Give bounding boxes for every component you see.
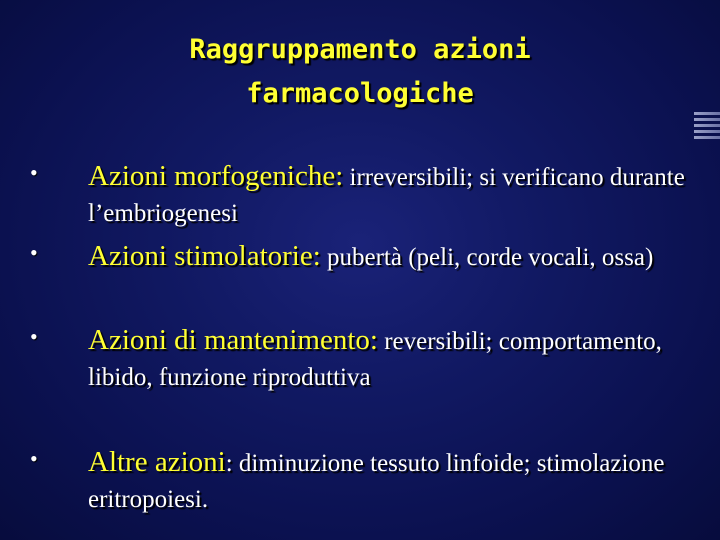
- bullet-term: Altre azioni: [88, 446, 226, 478]
- bullet-description: reversibili; comportamento, libido, funzione riproduttiva: [88, 328, 662, 391]
- bullet-text: [88, 444, 688, 518]
- slide-title: [110, 28, 610, 116]
- bullet-description: pubertà (peli, corde vocali, ossa): [320, 244, 654, 271]
- slide-title-line-1: Raggruppamento azioni: [189, 34, 531, 65]
- bullet-text: [88, 322, 688, 396]
- bullet-description: : diminuzione tessuto linfoide; stimolazione eritropoiesi.: [88, 450, 665, 513]
- bullet-icon: •: [30, 446, 38, 471]
- striped-bar-decoration-icon: [694, 112, 720, 140]
- bullet-term: Azioni stimolatorie:: [88, 240, 321, 272]
- bullet-term: Azioni morfogeniche:: [88, 160, 344, 192]
- bullet-icon: •: [30, 324, 38, 349]
- slide-title-line-2: farmacologiche: [246, 78, 474, 109]
- bullet-icon: •: [30, 240, 38, 265]
- bullet-icon: •: [30, 160, 38, 185]
- bullet-text: [88, 238, 688, 276]
- bullet-text: [88, 158, 688, 232]
- bullet-description: irreversibili; si verificano durante l’embriogenesi: [88, 164, 685, 227]
- bullet-term: Azioni di mantenimento:: [88, 324, 378, 356]
